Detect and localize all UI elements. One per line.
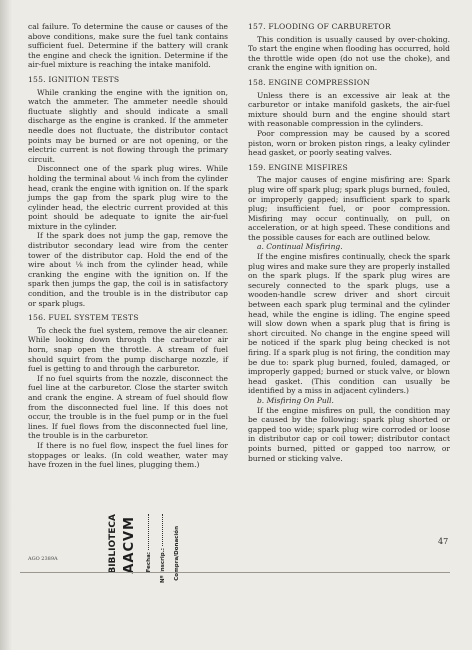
stamp-date-label: Fecha: (146, 552, 152, 573)
paragraph-155-1: While cranking the engine with the ignition on, watch the ammeter. The ammeter needle should fluctuate slightly and should indicate a small discharge as the engine is cranked. If the ammeter needle does not fluctuate, the distributor contact points may be burned or are not opening, or the electric current is not flowing through the primary circuit. (28, 87, 228, 164)
paragraph-156-2: If no fuel squirts from the nozzle, disconnect the fuel line at the carburetor. Close the starter switch and crank the engine. A stream of fuel should flow from the disconnected fuel line. If this does not occur, the trouble is in the fuel pump or in the fuel lines. If fuel flows from the disconnected fuel line, the trouble is in the carburetor. (28, 373, 228, 441)
paragraph-155-3: If the spark does not jump the gap, remove the distributor secondary lead wire from the center tower of the distributor cap. Hold the end of the wire about ⅛ inch from the cylinder head, while cranking the engine with the ignition on. If the spark then jumps the gap, the coil is in satisfactory condition, and the trouble is in the distributor cap or spark plugs. (28, 231, 228, 308)
subheading-b: b. Misfiring On Pull. (257, 395, 334, 405)
left-column (28, 22, 228, 470)
paragraph-155-2: Disconnect one of the spark plug wires. While holding the terminal about ⅛ inch from the cylinder head, crank the engine with ignition on. If the spark jumps the gap from the spark plug wire to the cylinder head, the electric current provided at this point should be adequate to ignite the air-fuel mixture in the cylinder. (28, 164, 228, 231)
section-heading-158: 158. ENGINE COMPRESSION (248, 77, 371, 87)
stamp-dotted-line (162, 514, 163, 546)
page-number: 47 (438, 537, 449, 546)
section-heading-157: 157. FLOODING OF CARBURETOR (248, 22, 391, 31)
section-heading-159: 159. ENGINE MISFIRES (248, 162, 348, 172)
stamp-library-text: BIBLIOTECA (108, 514, 118, 574)
paragraph-156-3: If there is no fuel flow, inspect the fuel lines for stoppages or leaks. (In cold weather, water may have frozen in the fuel lines, plugging them.) (28, 440, 228, 470)
library-stamp (108, 512, 216, 588)
subheading-a: a. Continual Misfiring. (257, 242, 343, 252)
stamp-org-text: AACVM (122, 516, 137, 574)
section-heading-156: 156. FUEL SYSTEM TESTS (28, 313, 139, 323)
paragraph-156-1: To check the fuel system, remove the air cleaner. While looking down through the carburetor air horn, snap open the throttle. A stream of fuel should squirt from the pump discharge nozzle, if fuel is getting to and through the carburetor. (28, 325, 228, 374)
paragraph-159-1: The major causes of engine misfiring are: Spark plug wire off spark plug; spark plugs burned, fouled, or improperly gapped; insufficient spark to spark plug; insufficient fuel, or poor compression. Misfiring may occur continually, on pull, on acceleration, or at high speed. These conditions and the possible causes for each are outlined below. (248, 175, 450, 242)
right-column (248, 22, 450, 463)
paragraph-158-1: Unless there is an excessive air leak at the carburetor or intake manifold gaskets, the air-fuel mixture should burn and the engine should start with reasonable compression in the cylinders. (248, 90, 450, 129)
document-code: AGO 2389A (28, 556, 58, 562)
paragraph-157: This condition is usually caused by over-choking. To start the engine when flooding has occurred, hold the throttle wide open (do not use the choke), and crank the engine with ignition on. (248, 34, 450, 73)
stamp-dotted-line (148, 514, 149, 550)
scan-bottom-line (20, 572, 450, 573)
stamp-acquisition-label: Compra/Donación (174, 526, 180, 581)
paragraph-continued: cal failure. To determine the cause or causes of the above conditions, make sure the fuel tank contains sufficient fuel. Determine if the battery will crank the engine and check the ignition. Determine if the air-fuel mixture is reaching the intake manifold. (28, 22, 228, 70)
paragraph-158-2: Poor compression may be caused by a scored piston, worn or broken piston rings, a leaky cylinder head gasket, or poorly seating valves. (248, 128, 450, 158)
section-heading-155: 155. IGNITION TESTS (28, 74, 120, 84)
stamp-inscription-label: Nº Inscrip.: (160, 548, 166, 583)
scan-edge-shadow (0, 0, 12, 650)
paragraph-159-b: If the engine misfires on pull, the condition may be caused by the following: spark plug shorted or gapped too wide; spark plug wire corroded or loose in distributor cap or coil tower; distributor contact points burned, pitted or gapped too narrow, or burned or sticking valve. (248, 405, 450, 463)
paragraph-159-a: If the engine misfires continually, check the spark plug wires and make sure they are properly installed on the spark plugs. If the spark plug wires are securely connected to the spark plugs, use a wooden-handle screw driver and short circuit between each spark plug terminal and the cylinder head, while the engine is idling. The engine speed will slow down when a spark plug that is firing is short circuited. No change in the engine speed will be noticed if the spark plug being checked is not firing. If a spark plug is not firing, the condition may be due to: spark plug burned, fouled, damaged, or improperly gapped; burned or stuck valve, or blown head gasket. (This condition can usually be identified by a miss in adjacent cylinders.) (248, 252, 450, 396)
